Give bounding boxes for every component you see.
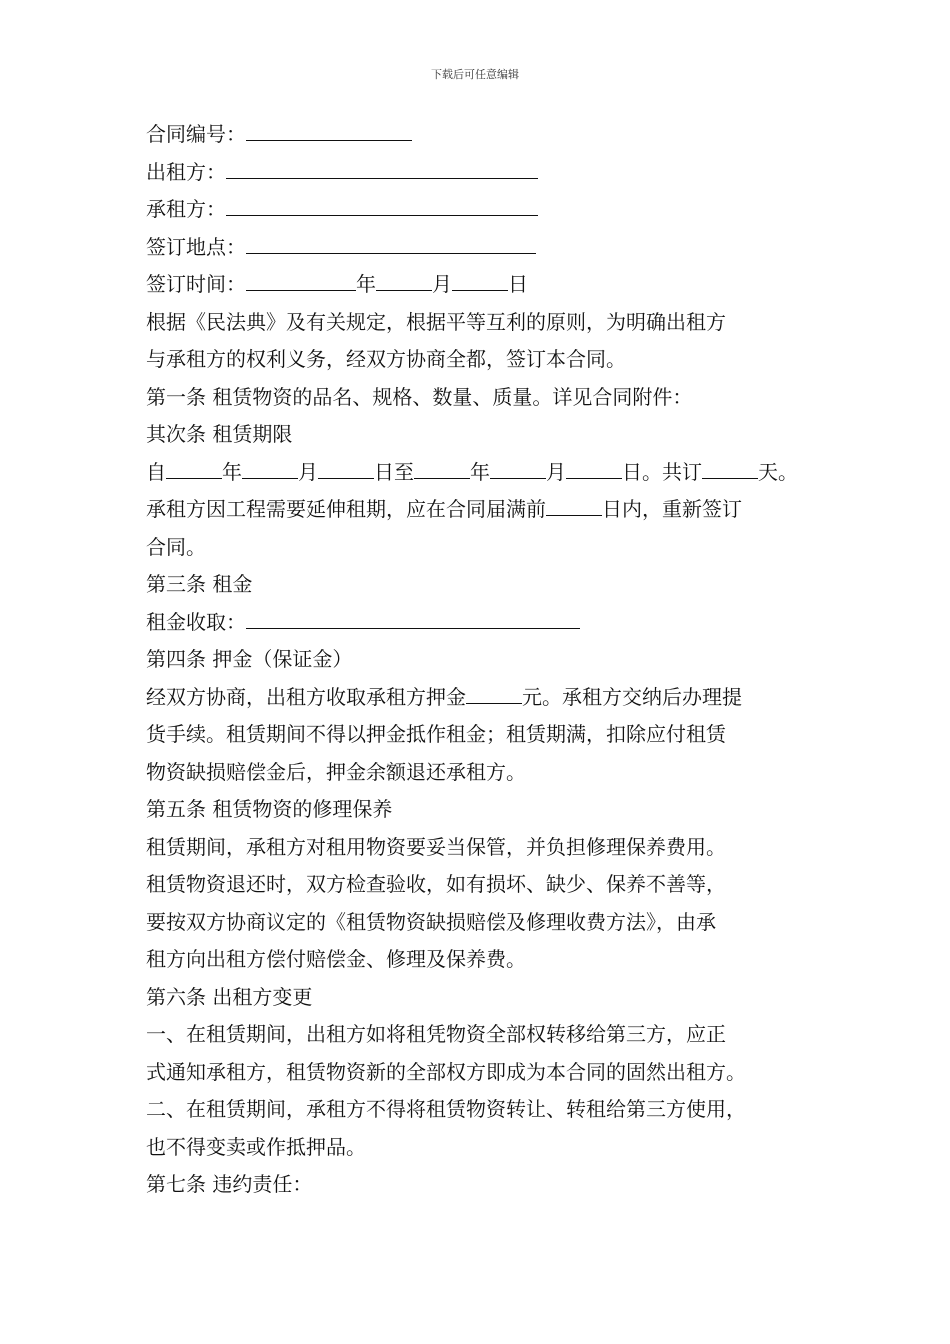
rent-blank[interactable] xyxy=(246,606,580,629)
term-end-year-unit: 年 xyxy=(470,459,490,484)
deposit-amount-blank[interactable] xyxy=(466,681,522,704)
term-end-year-blank[interactable] xyxy=(414,456,470,479)
term-from-label: 自 xyxy=(146,459,166,484)
term-end-label: 日。共订 xyxy=(622,459,702,484)
change-line-1: 一、在租赁期间，出租方如将租凭物资全部权转移给第三方，应正 xyxy=(146,1022,726,1046)
article-3-heading: 第三条 租金 xyxy=(146,572,253,596)
extend-days-blank[interactable] xyxy=(546,493,602,516)
sign-place-line xyxy=(146,229,836,267)
maintenance-line-2: 租赁物资退还时，双方检查验收，如有损坏、缺少、保养不善等， xyxy=(146,872,726,896)
contract-number-label: 合同编号： xyxy=(146,122,246,146)
change-line-2: 式通知承租方，租赁物资新的全部权方即成为本合同的固然出租方。 xyxy=(146,1059,746,1084)
sign-year-blank[interactable] xyxy=(246,268,356,291)
article-7-heading: 第七条 违约责任： xyxy=(146,1172,313,1196)
term-line xyxy=(146,454,836,492)
maintenance-line-4: 租方向出租方偿付赔偿金、修理及保养费。 xyxy=(146,947,526,971)
lessor-label: 出租方： xyxy=(146,159,226,184)
contract-body xyxy=(146,116,836,1204)
sign-day-unit: 日 xyxy=(508,272,528,296)
lessee-line xyxy=(146,191,836,229)
term-days-blank[interactable] xyxy=(702,456,758,479)
term-end-month-blank[interactable] xyxy=(490,456,546,479)
change-line-3: 二、在租赁期间，承租方不得将租赁物资转让、转租给第三方使用， xyxy=(146,1097,746,1121)
term-start-year-blank[interactable] xyxy=(166,456,222,479)
maintenance-line-1: 租赁期间，承租方对租用物资要妥当保管，并负担修理保养费用。 xyxy=(146,834,726,859)
deposit-line-3: 物资缺损赔偿金后，押金余额退还承租方。 xyxy=(146,759,526,784)
sign-time-line xyxy=(146,266,836,304)
sign-time-label: 签订时间： xyxy=(146,272,246,296)
lessee-label: 承租方： xyxy=(146,197,226,221)
contract-number-blank[interactable] xyxy=(246,118,412,141)
maintenance-line-3: 要按双方协商议定的《租赁物资缺损赔偿及修理收费方法》，由承 xyxy=(146,909,716,934)
sign-month-unit: 月 xyxy=(432,272,452,296)
article-6-heading: 第六条 出租方变更 xyxy=(146,984,313,1009)
intro-line-1: 根据《民法典》及有关规定，根据平等互利的原则，为明确出租方 xyxy=(146,309,726,334)
extend-text-a: 承租方因工程需要延伸租期，应在合同届满前 xyxy=(146,497,546,521)
sign-year-unit: 年 xyxy=(356,272,376,296)
extend-line-2: 合同。 xyxy=(146,534,206,559)
term-start-month-unit: 月 xyxy=(298,459,318,484)
deposit-text-a: 经双方协商，出租方收取承租方押金 xyxy=(146,684,466,709)
sign-day-blank[interactable] xyxy=(452,268,508,291)
change-line-4: 也不得变卖或作抵押品。 xyxy=(146,1134,366,1159)
lessor-blank[interactable] xyxy=(226,156,538,179)
intro-line-2: 与承租方的权利义务，经双方协商全都，签订本合同。 xyxy=(146,347,626,371)
lessor-line xyxy=(146,154,836,192)
header-note: 下载后可任意编辑 xyxy=(431,68,519,81)
rent-label: 租金收取： xyxy=(146,609,246,634)
deposit-text-b: 元。承租方交纳后办理提 xyxy=(522,684,742,709)
article-5-heading: 第五条 租赁物资的修理保养 xyxy=(146,797,393,821)
extend-line xyxy=(146,491,836,529)
article-1-heading: 第一条 租赁物资的品名、规格、数量、质量。详见合同附件： xyxy=(146,384,693,409)
sign-place-blank[interactable] xyxy=(246,231,536,254)
term-start-year-unit: 年 xyxy=(222,459,242,484)
term-end-day-blank[interactable] xyxy=(566,456,622,479)
deposit-line-2: 货手续。租赁期间不得以押金抵作租金；租赁期满，扣除应付租赁 xyxy=(146,722,726,746)
deposit-line-1 xyxy=(146,679,836,717)
term-end-month-unit: 月 xyxy=(546,459,566,484)
rent-line xyxy=(146,604,836,642)
contract-number-line xyxy=(146,116,836,154)
term-to-label: 日至 xyxy=(374,459,414,484)
term-start-day-blank[interactable] xyxy=(318,456,374,479)
sign-place-label: 签订地点： xyxy=(146,234,246,259)
lessee-blank[interactable] xyxy=(226,193,538,216)
article-2-heading: 其次条 租赁期限 xyxy=(146,422,293,446)
term-start-month-blank[interactable] xyxy=(242,456,298,479)
sign-month-blank[interactable] xyxy=(376,268,432,291)
term-days-unit: 天。 xyxy=(758,459,798,484)
extend-text-b: 日内，重新签订 xyxy=(602,497,742,521)
article-4-heading: 第四条 押金（保证金） xyxy=(146,647,353,671)
